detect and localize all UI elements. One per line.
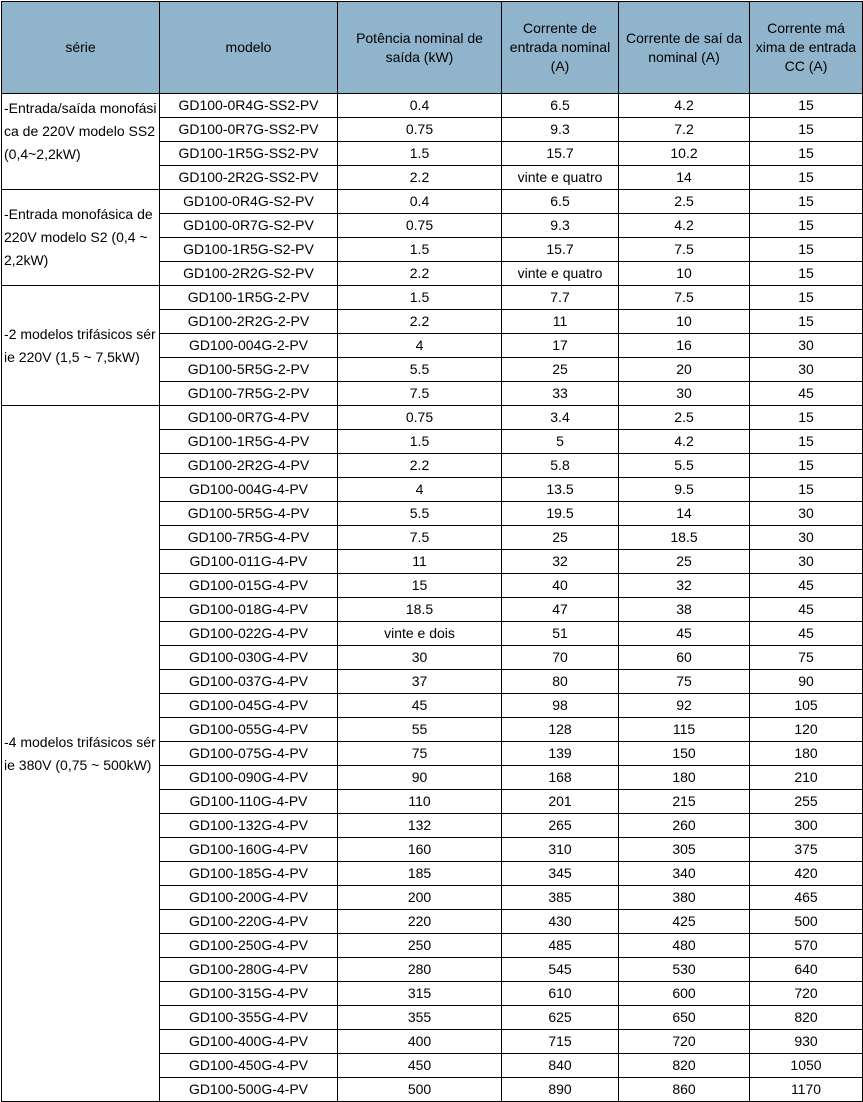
input-current-cell: 5 (502, 430, 619, 454)
series-cell: -Entrada/saída monofásica de 220V modelo SS2 (0,4~2,2kW) (2, 94, 160, 190)
model-cell: GD100-0R7G-S2-PV (160, 214, 338, 238)
model-cell: GD100-5R5G-4-PV (160, 502, 338, 526)
output-current-cell: 16 (619, 334, 750, 358)
input-current-cell: 345 (502, 862, 619, 886)
output-current-cell: 305 (619, 838, 750, 862)
output-current-cell: 14 (619, 166, 750, 190)
series-cell: -2 modelos trifásicos série 220V (1,5 ~ 7,5kW) (2, 286, 160, 406)
model-cell: GD100-0R7G-SS2-PV (160, 118, 338, 142)
power-cell: 4 (338, 334, 502, 358)
max-dc-current-cell: 15 (750, 190, 863, 214)
output-current-cell: 530 (619, 958, 750, 982)
input-current-cell: 15.7 (502, 142, 619, 166)
output-current-cell: 150 (619, 742, 750, 766)
model-cell: GD100-355G-4-PV (160, 1006, 338, 1030)
table-row (2, 190, 863, 214)
max-dc-current-cell: 15 (750, 310, 863, 334)
table-row (2, 94, 863, 118)
max-dc-current-cell: 375 (750, 838, 863, 862)
max-dc-current-cell: 45 (750, 622, 863, 646)
input-current-cell: 890 (502, 1078, 619, 1102)
output-current-cell: 92 (619, 694, 750, 718)
output-current-cell: 20 (619, 358, 750, 382)
max-dc-current-cell: 570 (750, 934, 863, 958)
input-current-cell: 840 (502, 1054, 619, 1078)
power-cell: 355 (338, 1006, 502, 1030)
input-current-cell: 70 (502, 646, 619, 670)
max-dc-current-cell: 30 (750, 526, 863, 550)
model-cell: GD100-004G-2-PV (160, 334, 338, 358)
input-current-cell: vinte e quatro (502, 262, 619, 286)
output-current-cell: 480 (619, 934, 750, 958)
input-current-cell: 6.5 (502, 190, 619, 214)
max-dc-current-cell: 465 (750, 886, 863, 910)
input-current-cell: 168 (502, 766, 619, 790)
model-cell: GD100-022G-4-PV (160, 622, 338, 646)
header-potencia: Potência nominal de saída (kW) (338, 2, 502, 94)
input-current-cell: 13.5 (502, 478, 619, 502)
output-current-cell: 75 (619, 670, 750, 694)
power-cell: 30 (338, 646, 502, 670)
power-cell: 500 (338, 1078, 502, 1102)
model-cell: GD100-045G-4-PV (160, 694, 338, 718)
power-cell: 37 (338, 670, 502, 694)
output-current-cell: 9.5 (619, 478, 750, 502)
input-current-cell: 7.7 (502, 286, 619, 310)
output-current-cell: 340 (619, 862, 750, 886)
model-cell: GD100-2R2G-4-PV (160, 454, 338, 478)
output-current-cell: 18.5 (619, 526, 750, 550)
power-cell: 5.5 (338, 502, 502, 526)
spec-table (1, 1, 863, 1102)
max-dc-current-cell: 500 (750, 910, 863, 934)
output-current-cell: 60 (619, 646, 750, 670)
model-cell: GD100-030G-4-PV (160, 646, 338, 670)
output-current-cell: 38 (619, 598, 750, 622)
power-cell: 5.5 (338, 358, 502, 382)
power-cell: 1.5 (338, 286, 502, 310)
output-current-cell: 820 (619, 1054, 750, 1078)
power-cell: 90 (338, 766, 502, 790)
input-current-cell: 430 (502, 910, 619, 934)
model-cell: GD100-185G-4-PV (160, 862, 338, 886)
input-current-cell: 139 (502, 742, 619, 766)
input-current-cell: 5.8 (502, 454, 619, 478)
power-cell: 160 (338, 838, 502, 862)
power-cell: 1.5 (338, 238, 502, 262)
model-cell: GD100-220G-4-PV (160, 910, 338, 934)
model-cell: GD100-055G-4-PV (160, 718, 338, 742)
max-dc-current-cell: 15 (750, 94, 863, 118)
model-cell: GD100-0R4G-S2-PV (160, 190, 338, 214)
max-dc-current-cell: 75 (750, 646, 863, 670)
input-current-cell: 17 (502, 334, 619, 358)
model-cell: GD100-7R5G-4-PV (160, 526, 338, 550)
output-current-cell: 380 (619, 886, 750, 910)
output-current-cell: 7.5 (619, 238, 750, 262)
power-cell: 2.2 (338, 166, 502, 190)
max-dc-current-cell: 15 (750, 142, 863, 166)
output-current-cell: 2.5 (619, 190, 750, 214)
model-cell: GD100-250G-4-PV (160, 934, 338, 958)
power-cell: 132 (338, 814, 502, 838)
input-current-cell: 51 (502, 622, 619, 646)
output-current-cell: 600 (619, 982, 750, 1006)
power-cell: 11 (338, 550, 502, 574)
max-dc-current-cell: 15 (750, 430, 863, 454)
output-current-cell: 7.2 (619, 118, 750, 142)
header-modelo: modelo (160, 2, 338, 94)
power-cell: 0.4 (338, 190, 502, 214)
max-dc-current-cell: 1050 (750, 1054, 863, 1078)
model-cell: GD100-1R5G-2-PV (160, 286, 338, 310)
max-dc-current-cell: 15 (750, 214, 863, 238)
output-current-cell: 25 (619, 550, 750, 574)
max-dc-current-cell: 120 (750, 718, 863, 742)
power-cell: 315 (338, 982, 502, 1006)
power-cell: 7.5 (338, 382, 502, 406)
max-dc-current-cell: 180 (750, 742, 863, 766)
header-corrente-entrada: Corrente de entrada nominal (A) (502, 2, 619, 94)
power-cell: 220 (338, 910, 502, 934)
input-current-cell: vinte e quatro (502, 166, 619, 190)
output-current-cell: 5.5 (619, 454, 750, 478)
power-cell: 280 (338, 958, 502, 982)
header-corrente-max-cc: Corrente má xima de entrada CC (A) (750, 2, 863, 94)
input-current-cell: 128 (502, 718, 619, 742)
power-cell: 400 (338, 1030, 502, 1054)
power-cell: 7.5 (338, 526, 502, 550)
input-current-cell: 545 (502, 958, 619, 982)
power-cell: 1.5 (338, 142, 502, 166)
input-current-cell: 15.7 (502, 238, 619, 262)
max-dc-current-cell: 300 (750, 814, 863, 838)
header-corrente-saida: Corrente de saí da nominal (A) (619, 2, 750, 94)
max-dc-current-cell: 45 (750, 382, 863, 406)
output-current-cell: 215 (619, 790, 750, 814)
input-current-cell: 9.3 (502, 214, 619, 238)
max-dc-current-cell: 45 (750, 598, 863, 622)
max-dc-current-cell: 105 (750, 694, 863, 718)
max-dc-current-cell: 640 (750, 958, 863, 982)
output-current-cell: 2.5 (619, 406, 750, 430)
max-dc-current-cell: 15 (750, 286, 863, 310)
power-cell: 45 (338, 694, 502, 718)
max-dc-current-cell: 420 (750, 862, 863, 886)
model-cell: GD100-018G-4-PV (160, 598, 338, 622)
power-cell: 250 (338, 934, 502, 958)
model-cell: GD100-280G-4-PV (160, 958, 338, 982)
model-cell: GD100-200G-4-PV (160, 886, 338, 910)
max-dc-current-cell: 255 (750, 790, 863, 814)
model-cell: GD100-7R5G-2-PV (160, 382, 338, 406)
input-current-cell: 610 (502, 982, 619, 1006)
max-dc-current-cell: 1170 (750, 1078, 863, 1102)
input-current-cell: 265 (502, 814, 619, 838)
output-current-cell: 4.2 (619, 430, 750, 454)
input-current-cell: 310 (502, 838, 619, 862)
model-cell: GD100-2R2G-2-PV (160, 310, 338, 334)
power-cell: 18.5 (338, 598, 502, 622)
model-cell: GD100-015G-4-PV (160, 574, 338, 598)
output-current-cell: 260 (619, 814, 750, 838)
input-current-cell: 80 (502, 670, 619, 694)
power-cell: 450 (338, 1054, 502, 1078)
model-cell: GD100-2R2G-SS2-PV (160, 166, 338, 190)
output-current-cell: 860 (619, 1078, 750, 1102)
model-cell: GD100-132G-4-PV (160, 814, 338, 838)
model-cell: GD100-004G-4-PV (160, 478, 338, 502)
max-dc-current-cell: 210 (750, 766, 863, 790)
max-dc-current-cell: 15 (750, 262, 863, 286)
max-dc-current-cell: 30 (750, 502, 863, 526)
input-current-cell: 32 (502, 550, 619, 574)
model-cell: GD100-315G-4-PV (160, 982, 338, 1006)
power-cell: 55 (338, 718, 502, 742)
model-cell: GD100-110G-4-PV (160, 790, 338, 814)
model-cell: GD100-0R7G-4-PV (160, 406, 338, 430)
input-current-cell: 98 (502, 694, 619, 718)
input-current-cell: 25 (502, 358, 619, 382)
model-cell: GD100-1R5G-SS2-PV (160, 142, 338, 166)
output-current-cell: 10.2 (619, 142, 750, 166)
header-row (2, 2, 863, 94)
input-current-cell: 33 (502, 382, 619, 406)
max-dc-current-cell: 720 (750, 982, 863, 1006)
output-current-cell: 4.2 (619, 94, 750, 118)
max-dc-current-cell: 15 (750, 118, 863, 142)
power-cell: 0.75 (338, 406, 502, 430)
series-cell: -Entrada monofásica de 220V modelo S2 (0,4 ~ 2,2kW) (2, 190, 160, 286)
max-dc-current-cell: 15 (750, 406, 863, 430)
input-current-cell: 19.5 (502, 502, 619, 526)
output-current-cell: 650 (619, 1006, 750, 1030)
max-dc-current-cell: 30 (750, 334, 863, 358)
input-current-cell: 9.3 (502, 118, 619, 142)
table-row (2, 286, 863, 310)
max-dc-current-cell: 15 (750, 478, 863, 502)
max-dc-current-cell: 15 (750, 238, 863, 262)
model-cell: GD100-450G-4-PV (160, 1054, 338, 1078)
power-cell: 0.75 (338, 118, 502, 142)
power-cell: 0.75 (338, 214, 502, 238)
output-current-cell: 720 (619, 1030, 750, 1054)
max-dc-current-cell: 930 (750, 1030, 863, 1054)
model-cell: GD100-1R5G-4-PV (160, 430, 338, 454)
model-cell: GD100-160G-4-PV (160, 838, 338, 862)
series-cell: -4 modelos trifásicos série 380V (0,75 ~ 500kW) (2, 406, 160, 1102)
input-current-cell: 40 (502, 574, 619, 598)
input-current-cell: 201 (502, 790, 619, 814)
input-current-cell: 485 (502, 934, 619, 958)
model-cell: GD100-037G-4-PV (160, 670, 338, 694)
header-serie: série (2, 2, 160, 94)
max-dc-current-cell: 15 (750, 166, 863, 190)
model-cell: GD100-0R4G-SS2-PV (160, 94, 338, 118)
max-dc-current-cell: 30 (750, 358, 863, 382)
input-current-cell: 11 (502, 310, 619, 334)
output-current-cell: 115 (619, 718, 750, 742)
max-dc-current-cell: 15 (750, 454, 863, 478)
table-row (2, 406, 863, 430)
power-cell: 185 (338, 862, 502, 886)
input-current-cell: 385 (502, 886, 619, 910)
output-current-cell: 180 (619, 766, 750, 790)
model-cell: GD100-090G-4-PV (160, 766, 338, 790)
model-cell: GD100-500G-4-PV (160, 1078, 338, 1102)
input-current-cell: 47 (502, 598, 619, 622)
power-cell: 110 (338, 790, 502, 814)
power-cell: 2.2 (338, 262, 502, 286)
power-cell: 1.5 (338, 430, 502, 454)
output-current-cell: 45 (619, 622, 750, 646)
output-current-cell: 425 (619, 910, 750, 934)
output-current-cell: 4.2 (619, 214, 750, 238)
power-cell: 75 (338, 742, 502, 766)
power-cell: 15 (338, 574, 502, 598)
power-cell: 4 (338, 478, 502, 502)
power-cell: 0.4 (338, 94, 502, 118)
model-cell: GD100-075G-4-PV (160, 742, 338, 766)
output-current-cell: 14 (619, 502, 750, 526)
model-cell: GD100-1R5G-S2-PV (160, 238, 338, 262)
model-cell: GD100-400G-4-PV (160, 1030, 338, 1054)
power-cell: 2.2 (338, 310, 502, 334)
output-current-cell: 30 (619, 382, 750, 406)
input-current-cell: 6.5 (502, 94, 619, 118)
model-cell: GD100-5R5G-2-PV (160, 358, 338, 382)
input-current-cell: 25 (502, 526, 619, 550)
max-dc-current-cell: 45 (750, 574, 863, 598)
input-current-cell: 3.4 (502, 406, 619, 430)
output-current-cell: 10 (619, 310, 750, 334)
model-cell: GD100-011G-4-PV (160, 550, 338, 574)
input-current-cell: 715 (502, 1030, 619, 1054)
max-dc-current-cell: 30 (750, 550, 863, 574)
model-cell: GD100-2R2G-S2-PV (160, 262, 338, 286)
input-current-cell: 625 (502, 1006, 619, 1030)
output-current-cell: 7.5 (619, 286, 750, 310)
power-cell: 2.2 (338, 454, 502, 478)
max-dc-current-cell: 820 (750, 1006, 863, 1030)
output-current-cell: 32 (619, 574, 750, 598)
power-cell: vinte e dois (338, 622, 502, 646)
max-dc-current-cell: 90 (750, 670, 863, 694)
output-current-cell: 10 (619, 262, 750, 286)
power-cell: 200 (338, 886, 502, 910)
